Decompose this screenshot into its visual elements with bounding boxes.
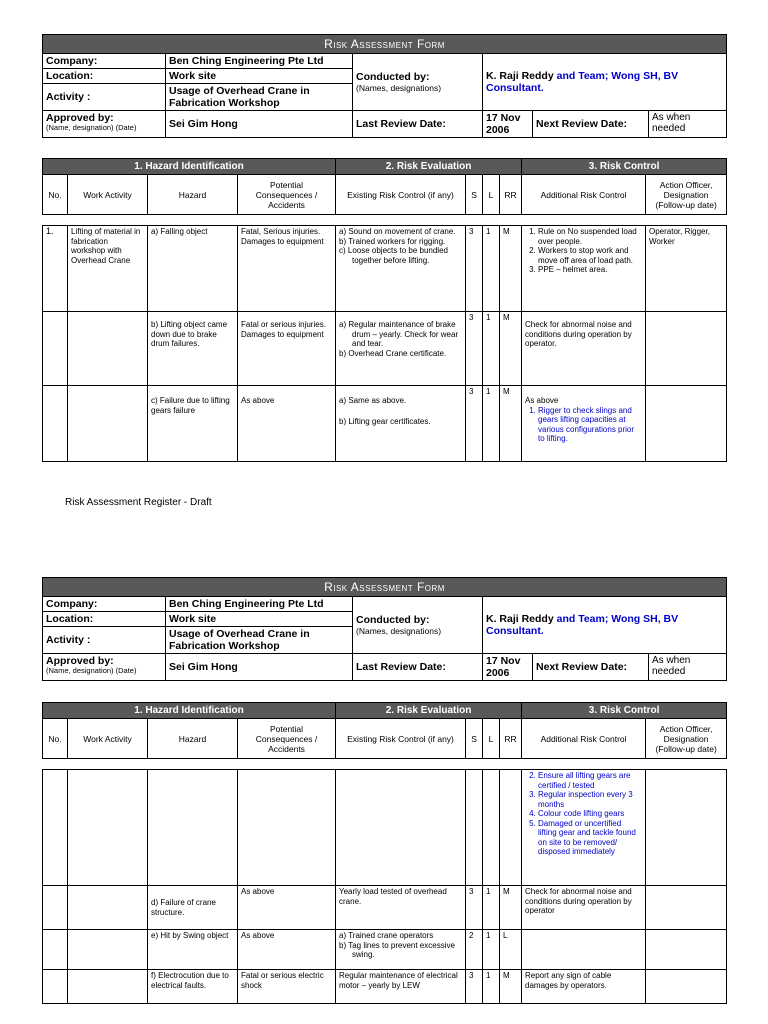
location-value: Work site (166, 612, 353, 627)
approved-label: Approved by: (46, 655, 114, 667)
conducted-value (483, 54, 727, 111)
conducted-label: Conducted by: (356, 71, 430, 83)
conducted-label: Conducted by: (356, 614, 430, 626)
col-activity: Work Activity (68, 719, 148, 759)
list-item: 3. Regular inspection every 3 months (538, 790, 642, 809)
conducted-sub: (Names, designations) (356, 626, 442, 636)
company-label: Company: (43, 54, 166, 69)
row-existing: Yearly load tested of overhead crane. (336, 886, 466, 930)
list-item: c) Loose objects to be bundled together before lifting. (339, 246, 448, 265)
list-item: a) Trained crane operators (339, 931, 434, 940)
row-existing: Regular maintenance of electrical motor – yearly by LEW (336, 970, 466, 1004)
list-item: b) Trained workers for rigging. (339, 236, 446, 246)
approved-cell (43, 111, 166, 138)
approved-sub: (Name, designation) (Date) (46, 666, 137, 675)
activity-label: Activity : (43, 627, 166, 654)
col-hazard: Hazard (148, 175, 238, 215)
row-s: 3 (466, 226, 483, 312)
row-existing (336, 386, 466, 462)
row-l: 1 (483, 226, 500, 312)
row-rr: M (500, 386, 522, 462)
risk-table-2 (42, 769, 727, 1004)
activity-label: Activity : (43, 84, 166, 111)
col-action: Action Officer, Designation (Follow-up date) (646, 175, 727, 215)
list-item: 2. Ensure all lifting gears are certified / tested (538, 771, 642, 790)
table-row (43, 770, 727, 886)
col-consequences: Potential Consequences / Accidents (238, 175, 336, 215)
row-hazard: f) Electrocution due to electrical faults. (148, 970, 238, 1004)
row-additional (522, 226, 646, 312)
company-value: Ben Ching Engineering Pte Ltd (166, 597, 353, 612)
additional-text: As above (525, 396, 559, 405)
row-existing (336, 312, 466, 386)
row-rr: M (500, 226, 522, 312)
form-header-1 (42, 34, 727, 138)
form-header-2 (42, 577, 727, 681)
row-l: 1 (483, 386, 500, 462)
row-l: 1 (483, 312, 500, 386)
next-review-label: Next Review Date: (533, 654, 649, 681)
col-existing: Existing Risk Control (if any) (336, 719, 466, 759)
list-item: 1. Rule on No suspended load over people. (538, 227, 642, 246)
section-evaluation: 2. Risk Evaluation (336, 703, 522, 719)
row-additional: Check for abnormal noise and conditions during operation by operator (522, 886, 646, 930)
conducted-value (483, 597, 727, 654)
row-hazard: e) Hit by Swing object (148, 930, 238, 970)
row-additional: Report any sign of cable damages by operators. (522, 970, 646, 1004)
conducted-team: and Team; Wong SH, BV Consultant. (486, 613, 679, 637)
list-item: a) Sound on movement of crane. (339, 227, 456, 236)
approved-cell (43, 654, 166, 681)
company-value: Ben Ching Engineering Pte Ltd (166, 54, 353, 69)
conducted-name: K. Raji Reddy (486, 613, 554, 625)
activity-value: Usage of Overhead Crane in Fabrication Workshop (166, 84, 353, 111)
row-additional (522, 386, 646, 462)
row-consequences: As above (238, 930, 336, 970)
row-existing (336, 226, 466, 312)
list-item: 2. Workers to stop work and move off area of load path. (538, 246, 642, 265)
col-rr: RR (500, 719, 522, 759)
list-item: a) Same as above. (339, 396, 407, 405)
conducted-sub: (Names, designations) (356, 83, 442, 93)
location-value: Work site (166, 69, 353, 84)
list-item: b) Lifting gear certificates. (339, 416, 431, 426)
col-s: S (466, 175, 483, 215)
row-additional: Check for abnormal noise and conditions during operation by operator. (522, 312, 646, 386)
col-l: L (483, 719, 500, 759)
col-consequences: Potential Consequences / Accidents (238, 719, 336, 759)
next-review-value: As when needed (649, 111, 727, 138)
row-rr: M (500, 312, 522, 386)
row-consequences: Fatal or serious injuries. Damages to equipment (238, 312, 336, 386)
approved-sub: (Name, designation) (Date) (46, 123, 137, 132)
row-consequences: As above (238, 886, 336, 930)
table-row (43, 386, 727, 462)
table-row (43, 886, 727, 930)
row-hazard: c) Failure due to lifting gears failure (148, 386, 238, 462)
col-additional: Additional Risk Control (522, 719, 646, 759)
conducted-cell (353, 597, 483, 654)
list-item: 4. Colour code lifting gears (538, 809, 642, 819)
row-l: 1 (483, 930, 500, 970)
row-rr: M (500, 970, 522, 1004)
section-control: 3. Risk Control (522, 159, 727, 175)
col-rr: RR (500, 175, 522, 215)
section-hazard: 1. Hazard Identification (43, 703, 336, 719)
row-consequences: As above (238, 386, 336, 462)
col-action: Action Officer, Designation (Follow-up date) (646, 719, 727, 759)
row-activity: Lifting of material in fabrication workshop with Overhead Crane (68, 226, 148, 312)
table-row (43, 930, 727, 970)
row-s: 3 (466, 886, 483, 930)
col-activity: Work Activity (68, 175, 148, 215)
col-hazard: Hazard (148, 719, 238, 759)
register-caption: Risk Assessment Register - Draft (65, 497, 212, 508)
next-review-value: As when needed (649, 654, 727, 681)
col-s: S (466, 719, 483, 759)
col-no: No. (43, 719, 68, 759)
review-label: Last Review Date: (353, 654, 483, 681)
list-item: a) Regular maintenance of brake drum – yearly. Check for wear and tear. (339, 320, 459, 348)
row-l: 1 (483, 886, 500, 930)
column-header-1 (42, 158, 727, 215)
list-item: b) Overhead Crane certificate. (339, 348, 447, 358)
form-title: Risk Assessment Form (43, 578, 727, 597)
list-item: 5. Damaged or uncertified lifting gear and tackle found on site to be removed/ disposed immediately (538, 819, 642, 857)
row-consequences: Fatal or serious electric shock (238, 970, 336, 1004)
row-action: Operator, Rigger, Worker (646, 226, 727, 312)
review-date: 17 Nov 2006 (483, 654, 533, 681)
row-s: 2 (466, 930, 483, 970)
section-hazard: 1. Hazard Identification (43, 159, 336, 175)
conducted-name: K. Raji Reddy (486, 70, 554, 82)
review-label: Last Review Date: (353, 111, 483, 138)
table-row (43, 226, 727, 312)
list-item: b) Tag lines to prevent excessive swing. (339, 940, 455, 959)
row-rr: L (500, 930, 522, 970)
row-hazard: a) Falling object (148, 226, 238, 312)
section-evaluation: 2. Risk Evaluation (336, 159, 522, 175)
approved-label: Approved by: (46, 112, 114, 124)
company-label: Company: (43, 597, 166, 612)
row-consequences: Fatal, Serious injuries. Damages to equipment (238, 226, 336, 312)
conducted-cell (353, 54, 483, 111)
list-item: 3. PPE – helmet area. (538, 265, 642, 275)
row-rr: M (500, 886, 522, 930)
conducted-team: and Team; Wong SH, BV Consultant. (486, 70, 679, 94)
row-no: 1. (43, 226, 68, 312)
location-label: Location: (43, 69, 166, 84)
activity-value: Usage of Overhead Crane in Fabrication Workshop (166, 627, 353, 654)
form-title: Risk Assessment Form (43, 35, 727, 54)
approved-value: Sei Gim Hong (166, 111, 353, 138)
row-l: 1 (483, 970, 500, 1004)
col-existing: Existing Risk Control (if any) (336, 175, 466, 215)
table-row (43, 970, 727, 1004)
row-s: 3 (466, 970, 483, 1004)
list-item: 1. Rigger to check slings and gears lifting capacities at various configurations prior to lifting. (538, 406, 642, 444)
risk-table-1 (42, 225, 727, 462)
review-date: 17 Nov 2006 (483, 111, 533, 138)
row-existing (336, 930, 466, 970)
table-row (43, 312, 727, 386)
col-no: No. (43, 175, 68, 215)
row-hazard: b) Lifting object came down due to brake drum failures. (148, 312, 238, 386)
next-review-label: Next Review Date: (533, 111, 649, 138)
location-label: Location: (43, 612, 166, 627)
section-control: 3. Risk Control (522, 703, 727, 719)
row-hazard: d) Failure of crane structure. (148, 886, 238, 930)
row-s: 3 (466, 386, 483, 462)
col-l: L (483, 175, 500, 215)
row-s: 3 (466, 312, 483, 386)
column-header-2 (42, 702, 727, 759)
approved-value: Sei Gim Hong (166, 654, 353, 681)
col-additional: Additional Risk Control (522, 175, 646, 215)
row-additional (522, 770, 646, 886)
